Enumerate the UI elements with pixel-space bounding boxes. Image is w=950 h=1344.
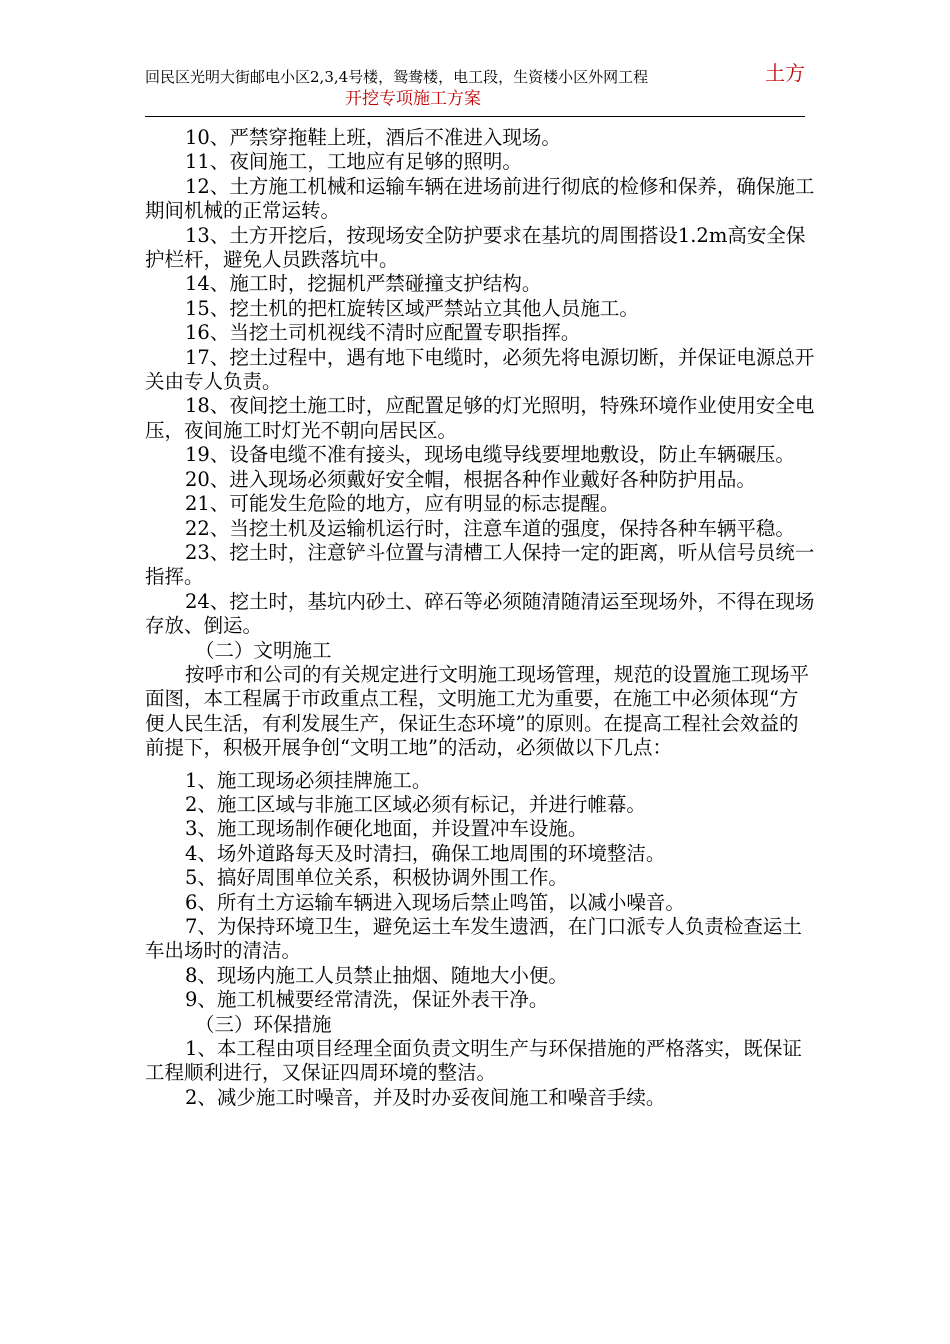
civilized-item: 8、现场内施工人员禁止抽烟、随地大小便。	[185, 963, 568, 987]
civilized-item: 5、搞好周围单位关系，积极协调外围工作。	[185, 866, 568, 890]
header-divider	[145, 116, 805, 117]
section-intro-civilized: 按呼市和公司的有关规定进行文明施工现场管理，规范的设置施工现场平面图，本工程属于市政重点工程，文明施工尤为重要，在施工中必须体现“方便人民生活，有利发展生产，保证生态环境”的原则。在提高工程社会效益的前提下，积极开展争创“文明工地”的活动，必须做以下几点：	[145, 662, 810, 760]
item-17: 17、挖土过程中，遇有地下电缆时，必须先将电源切断，并保证电源总开关由专人负责。	[145, 345, 815, 394]
civilized-item: 4、场外道路每天及时清扫，确保工地周围的环境整洁。	[185, 841, 666, 865]
item-24: 24、挖土时，基坑内砂土、碎石等必须随清随清运至现场外，不得在现场存放、倒运。	[145, 589, 815, 638]
environment-item: 2、减少施工时噪音，并及时办妥夜间施工和噪音手续。	[185, 1085, 666, 1109]
civilized-item: 7、为保持环境卫生，避免运土车发生遗洒，在门口派专人负责检查运土车出场时的清洁。	[145, 915, 802, 963]
header-project-title	[145, 61, 805, 88]
item-12: 12、土方施工机械和运输车辆在进场前进行彻底的检修和保养，确保施工期间机械的正常运转。	[145, 174, 815, 223]
item-14: 14、施工时，挖掘机严禁碰撞支护结构。	[185, 272, 542, 296]
civilized-item: 9、施工机械要经常清洗，保证外表干净。	[185, 988, 549, 1012]
item-22: 22、当挖土机及运输机运行时，注意车道的强度，保持各种车辆平稳。	[185, 516, 795, 540]
item-21: 21、可能发生危险的地方，应有明显的标志提醒。	[185, 492, 620, 516]
item-13: 13、土方开挖后，按现场安全防护要求在基坑的周围搭设1.2m高安全保护栏杆，避免人员跌落坑中。	[145, 223, 806, 272]
item-10: 10、严禁穿拖鞋上班，酒后不准进入现场。	[185, 126, 561, 149]
item-15: 15、挖土机的把杠旋转区域严禁站立其他人员施工。	[185, 296, 639, 320]
section-heading-civilized: （二）文明施工	[195, 638, 332, 662]
environment-item: 1、本工程由项目经理全面负责文明生产与环保措施的严格落实，既保证工程顺利进行，又保证四周环境的整洁。	[145, 1037, 802, 1085]
item-19: 19、设备电缆不准有接头，现场电缆导线要埋地敷设，防止车辆碾压。	[185, 443, 795, 467]
item-11: 11、夜间施工，工地应有足够的照明。	[185, 150, 522, 174]
page-header	[145, 61, 805, 110]
document-body	[145, 126, 815, 1110]
civilized-item: 6、所有土方运输车辆进入现场后禁止鸣笛，以减小噪音。	[185, 890, 685, 914]
civilized-item: 1、施工现场必须挂牌施工。	[185, 768, 432, 792]
item-16: 16、当挖土司机视线不清时应配置专职指挥。	[185, 321, 581, 345]
item-18: 18、夜间挖土施工时，应配置足够的灯光照明，特殊环境作业使用安全电压，夜间施工时灯光不朝向居民区。	[145, 394, 815, 442]
civilized-item: 3、施工现场制作硬化地面，并设置冲车设施。	[185, 817, 588, 841]
civilized-item: 2、施工区域与非施工区域必须有标记，并进行帷幕。	[185, 792, 646, 816]
item-20: 20、进入现场必须戴好安全帽，根据各种作业戴好各种防护用品。	[185, 467, 756, 491]
header-project-name: 回民区光明大街邮电小区2,3,4号楼，鸳鸯楼，电工段，生资楼小区外网工程	[145, 68, 649, 86]
section-heading-environment: （三）环保措施	[195, 1012, 332, 1036]
header-title-part1: 土方	[765, 61, 805, 85]
header-title-part2: 开挖专项施工方案	[345, 89, 481, 109]
item-23: 23、挖土时，注意铲斗位置与清槽工人保持一定的距离，听从信号员统一指挥。	[145, 540, 815, 589]
